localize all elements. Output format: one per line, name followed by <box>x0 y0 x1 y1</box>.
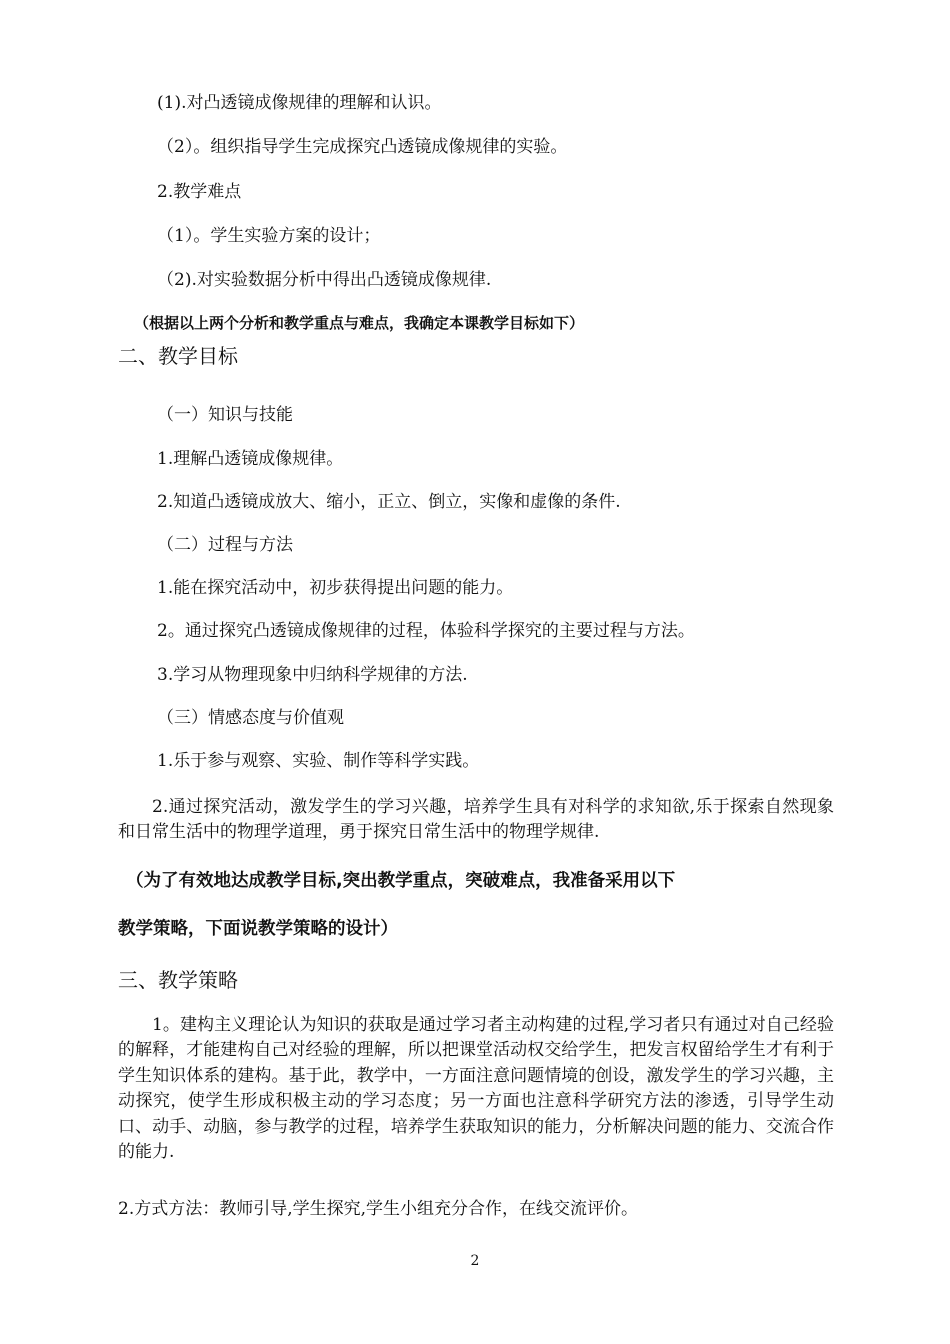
emotion-item-2: 2.通过探究活动，激发学生的学习兴趣，培养学生具有对科学的求知欲,乐于探索自然现象和日常生活中的物理学道理，勇于探究日常生活中的物理学规律. <box>118 797 834 843</box>
key-point-2: （2）。组织指导学生完成探究凸透镜成像规律的实验。 <box>157 137 568 157</box>
section-heading-goals: 二、教学目标 <box>118 344 238 368</box>
strategy-item-1: 1。建构主义理论认为知识的获取是通过学习者主动构建的过程,学习者只有通过对自己经验的解释，才能建构自己对经验的理解，所以把课堂活动权交给学生，把发言权留给学生才有利于学生知识体系的建构。基于此，教学中，一方面注意问题情境的创设，激发学生的学习兴趣，主动探究，使学生形成积极主动的学习态度；另一方面也注意科学研究方法的渗透，引导学生动口、动手、动脑，参与教学的过程，培养学生获取知识的能力，分析解决问题的能力、交流合作的能力. <box>118 1015 834 1163</box>
transition-note-1: （根据以上两个分析和教学重点与难点，我确定本课教学目标如下） <box>134 314 585 332</box>
key-point-1: (1).对凸透镜成像规律的理解和认识。 <box>157 93 442 113</box>
section-heading-strategy: 三、教学策略 <box>118 968 238 992</box>
process-item-2: 2。通过探究凸透镜成像规律的过程，体验科学探究的主要过程与方法。 <box>157 621 695 641</box>
transition-note-2-line-1: （为了有效地达成教学目标,突出教学重点，突破难点，我准备采用以下 <box>126 871 676 891</box>
process-item-3: 3.学习从物理现象中归纳科学规律的方法. <box>157 665 468 685</box>
knowledge-item-1: 1.理解凸透镜成像规律。 <box>157 449 344 469</box>
difficulty-title: 2.教学难点 <box>157 182 242 202</box>
difficulty-item-1: （1）。学生实验方案的设计； <box>157 226 381 246</box>
emotion-item-1: 1.乐于参与观察、实验、制作等科学实践。 <box>157 751 480 771</box>
difficulty-item-2: （2).对实验数据分析中得出凸透镜成像规律. <box>157 270 492 290</box>
transition-note-2-line-2: 教学策略，下面说教学策略的设计） <box>118 919 398 939</box>
process-title: （二）过程与方法 <box>157 535 293 555</box>
knowledge-title: （一）知识与技能 <box>157 405 293 425</box>
page-number: 2 <box>470 1253 480 1269</box>
emotion-title: （三）情感态度与价值观 <box>157 708 344 728</box>
strategy-item-2: 2.方式方法：教师引导,学生探究,学生小组充分合作，在线交流评价。 <box>118 1199 639 1219</box>
knowledge-item-2: 2.知道凸透镜成放大、缩小，正立、倒立，实像和虚像的条件. <box>157 492 621 512</box>
process-item-1: 1.能在探究活动中，初步获得提出问题的能力。 <box>157 578 514 598</box>
